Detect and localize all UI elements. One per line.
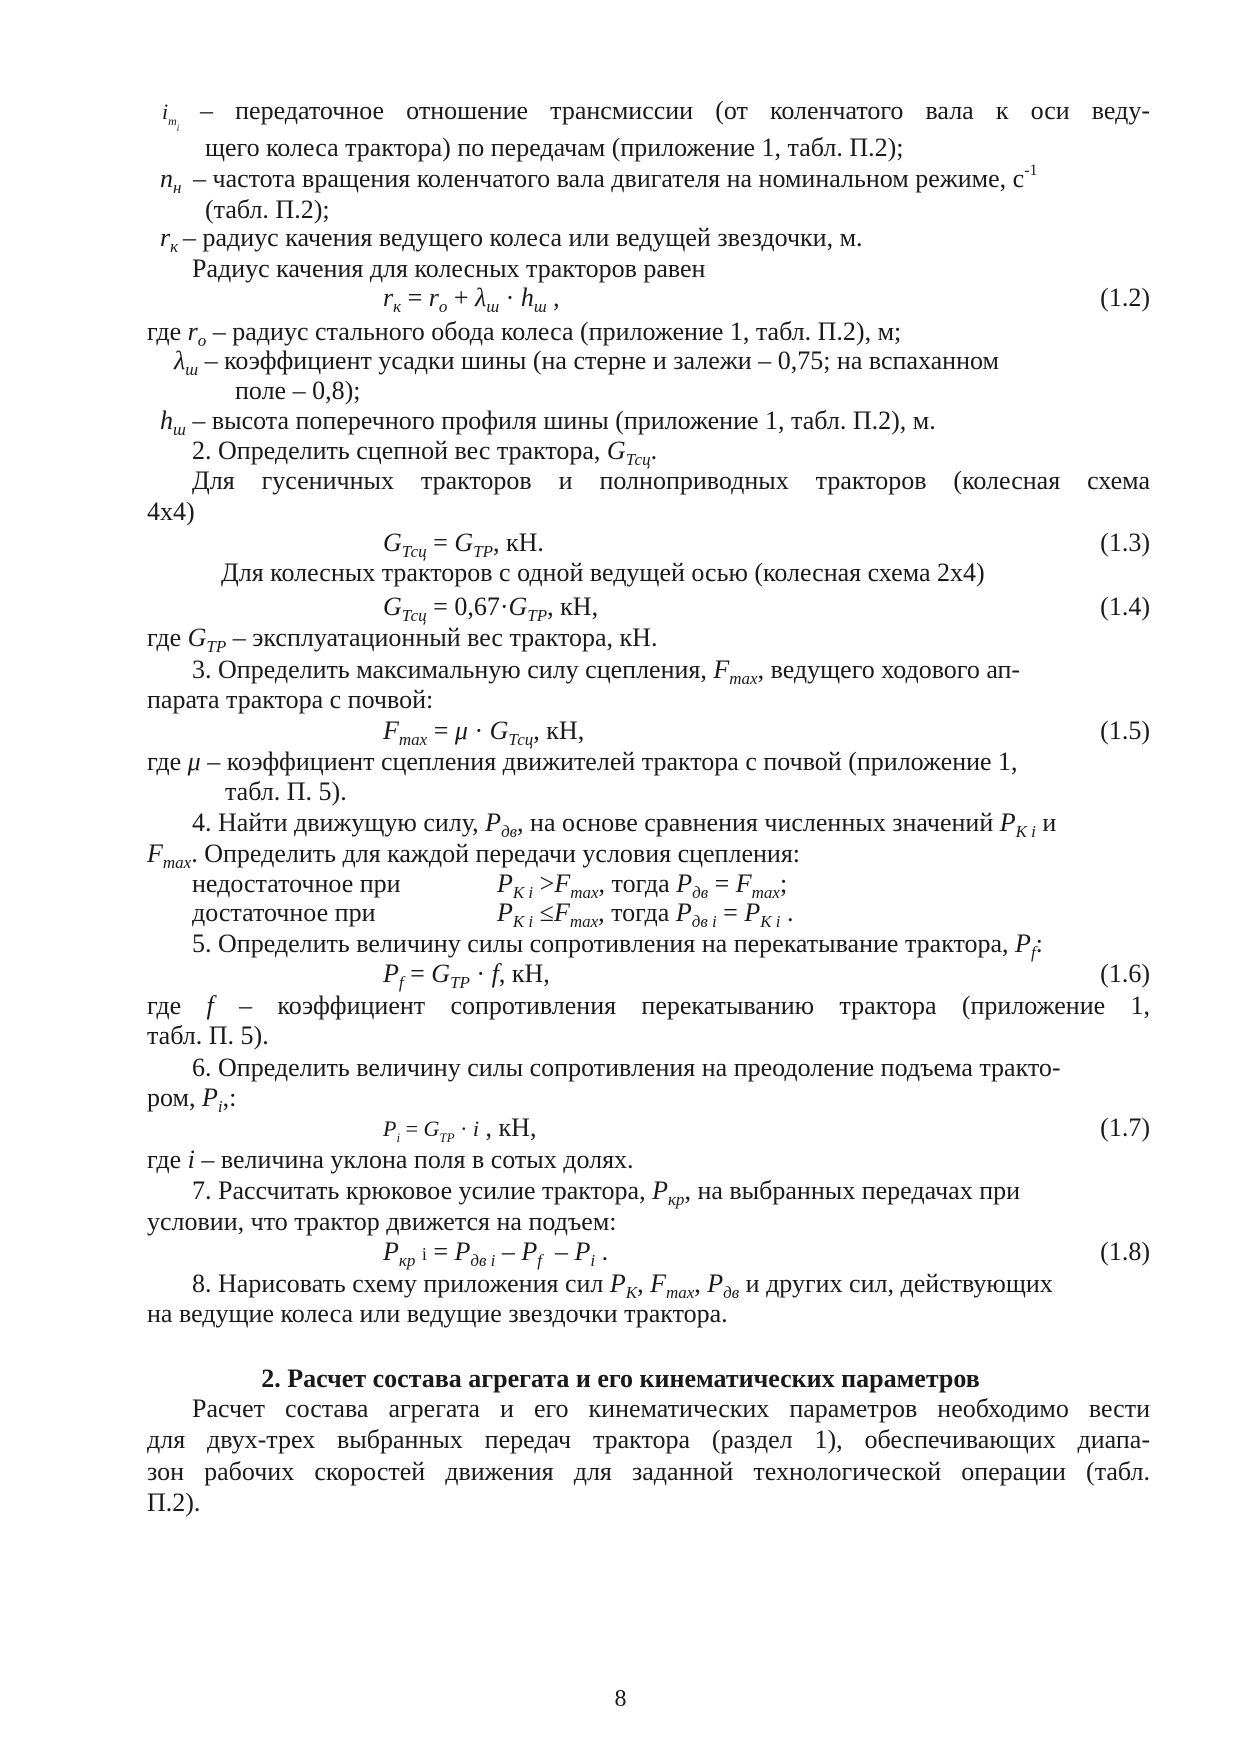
equation-number: (1.5) [1100, 716, 1150, 745]
text-line: парата трактора с почвой: [147, 685, 434, 714]
text-line: – частота вращения коленчатого вала двигателя на номинальном режиме, $с^{-1}$ [193, 162, 1038, 193]
text-line: 2. Определить сцепной вес трактора, $G_{Тсц}$. [192, 436, 658, 469]
text-line: где $G_{ТР}$ – эксплуатационный вес трактора, кН. [147, 623, 658, 656]
text-line: (табл. П.2); [205, 195, 330, 224]
text-line: где i – величина уклона поля в сотых долях. [147, 1145, 634, 1174]
text-line: 4х4) [147, 497, 195, 526]
condition-insufficient: $P_{К i} >F_{max}$, тогда $P_{дв} = F_{max}$; [497, 869, 788, 902]
def-nn: $n_н$ [160, 164, 182, 197]
text-line: 8. Нарисовать схему приложения сил $P_К$, $F_{max}$, $P_{дв}$ и других сил, действующих [192, 1269, 1053, 1302]
equation-number: (1.6) [1100, 959, 1150, 988]
text-line: условии, что трактор движется на подъем: [147, 1207, 617, 1236]
text-line: $h_ш$ – высота поперечного профиля шины (приложение 1, табл. П.2), м. [160, 406, 936, 439]
def-itm: $i_{m_i}$ [162, 99, 180, 133]
text-line: поле – 0,8); [235, 376, 361, 405]
text-line: Для колесных тракторов с одной ведущей осью (колесная схема 2х4) [221, 558, 985, 587]
text-line: $\lambda_ш$ – коэффициент усадки шины (на стерне и залежи – 0,75; на вспаханном [174, 346, 999, 379]
page-number: 8 [614, 1686, 627, 1712]
equation-1-7: $P_i = G_{ТР} \cdot i$ , кН, [383, 1113, 537, 1145]
equation-1-2: $r_к = r_о + \lambda_ш \cdot h_ш$ , [383, 283, 560, 316]
equation-number: (1.4) [1100, 592, 1150, 621]
equation-number: (1.3) [1100, 528, 1150, 557]
equation-1-6: $P_f = G_{ТР} \cdot f$, кН, [383, 959, 550, 992]
text-line: недостаточное при [192, 869, 401, 898]
text-line: – радиус качения ведущего колеса или ведущей звездочки, м. [183, 223, 863, 252]
equation-number: (1.2) [1100, 283, 1150, 312]
equation-1-8: $P_{кр}$ $i = P_{дв i} - P_f - P_i$ . [383, 1237, 609, 1270]
text-line: где f – коэффициент сопротивления перекатыванию трактора (приложение 1, [147, 991, 1151, 1020]
text-line: ром, $P_i$,: [147, 1083, 237, 1116]
text-line: 6. Определить величину силы сопротивления на преодоление подъема тракто- [192, 1053, 1061, 1082]
text-line: Расчет состава агрегата и его кинематических параметров необходимо вести [192, 1394, 1150, 1423]
text-line: 4. Найти движущую силу, $P_{дв}$, на основе сравнения численных значений $P_{К i}$ и [192, 808, 1057, 841]
text-line: где μ – коэффициент сцепления движителей трактора с почвой (приложение 1, [147, 747, 1018, 776]
equation-1-4: $G_{Тсц} = 0,67\cdot G_{ТР}$, кН, [383, 592, 599, 625]
text-line: Для гусеничных тракторов и полноприводных тракторов (колесная схема [192, 466, 1150, 495]
text-line: где $r_о$ – радиус стального обода колеса (приложение 1, табл. П.2), м; [147, 317, 902, 350]
text-line: зон рабочих скоростей движения для заданной технологической операции (табл. [147, 1457, 1150, 1486]
text-line: щего колеса трактора) по передачам (приложение 1, табл. П.2); [205, 133, 904, 162]
text-line: $F_{max}$. Определить для каждой передачи условия сцепления: [147, 839, 800, 872]
condition-sufficient: $P_{К i} \le F_{max}$, тогда $P_{дв i} = P_{К i}$ . [497, 898, 794, 931]
text-line: для двух-трех выбранных передач трактора (раздел 1), обеспечивающих диапа- [147, 1425, 1150, 1454]
text-line: табл. П. 5). [147, 1021, 269, 1050]
text-line: на ведущие колеса или ведущие звездочки трактора. [147, 1299, 728, 1328]
text-line: достаточное при [192, 898, 376, 927]
section-heading: 2. Расчет состава агрегата и его кинематических параметров [261, 1364, 980, 1393]
equation-1-3: $G_{Тсц} = G_{ТР}$, кН. [383, 528, 544, 561]
text-line: 5. Определить величину силы сопротивления на перекатывание трактора, $P_f$: [192, 929, 1043, 962]
equation-number: (1.7) [1100, 1113, 1150, 1142]
text-line: 3. Определить максимальную силу сцепления, $F_{max}$, ведущего ходового ап- [192, 655, 1021, 688]
text-line: 7. Рассчитать крюковое усилие трактора, $P_{кр}$, на выбранных передачах при [192, 1176, 1021, 1209]
text-line: Радиус качения для колесных тракторов равен [192, 254, 706, 283]
text-line: П.2). [147, 1488, 201, 1517]
def-rk: $r_к$ [160, 223, 179, 256]
equation-number: (1.8) [1100, 1237, 1150, 1266]
text-line: табл. П. 5). [225, 777, 347, 806]
equation-1-5: $F_{max} = \mu \cdot G_{Тсц}$, кН, [383, 716, 585, 749]
text-line: – передаточное отношение трансмиссии (от коленчатого вала к оси веду- [200, 96, 1150, 125]
